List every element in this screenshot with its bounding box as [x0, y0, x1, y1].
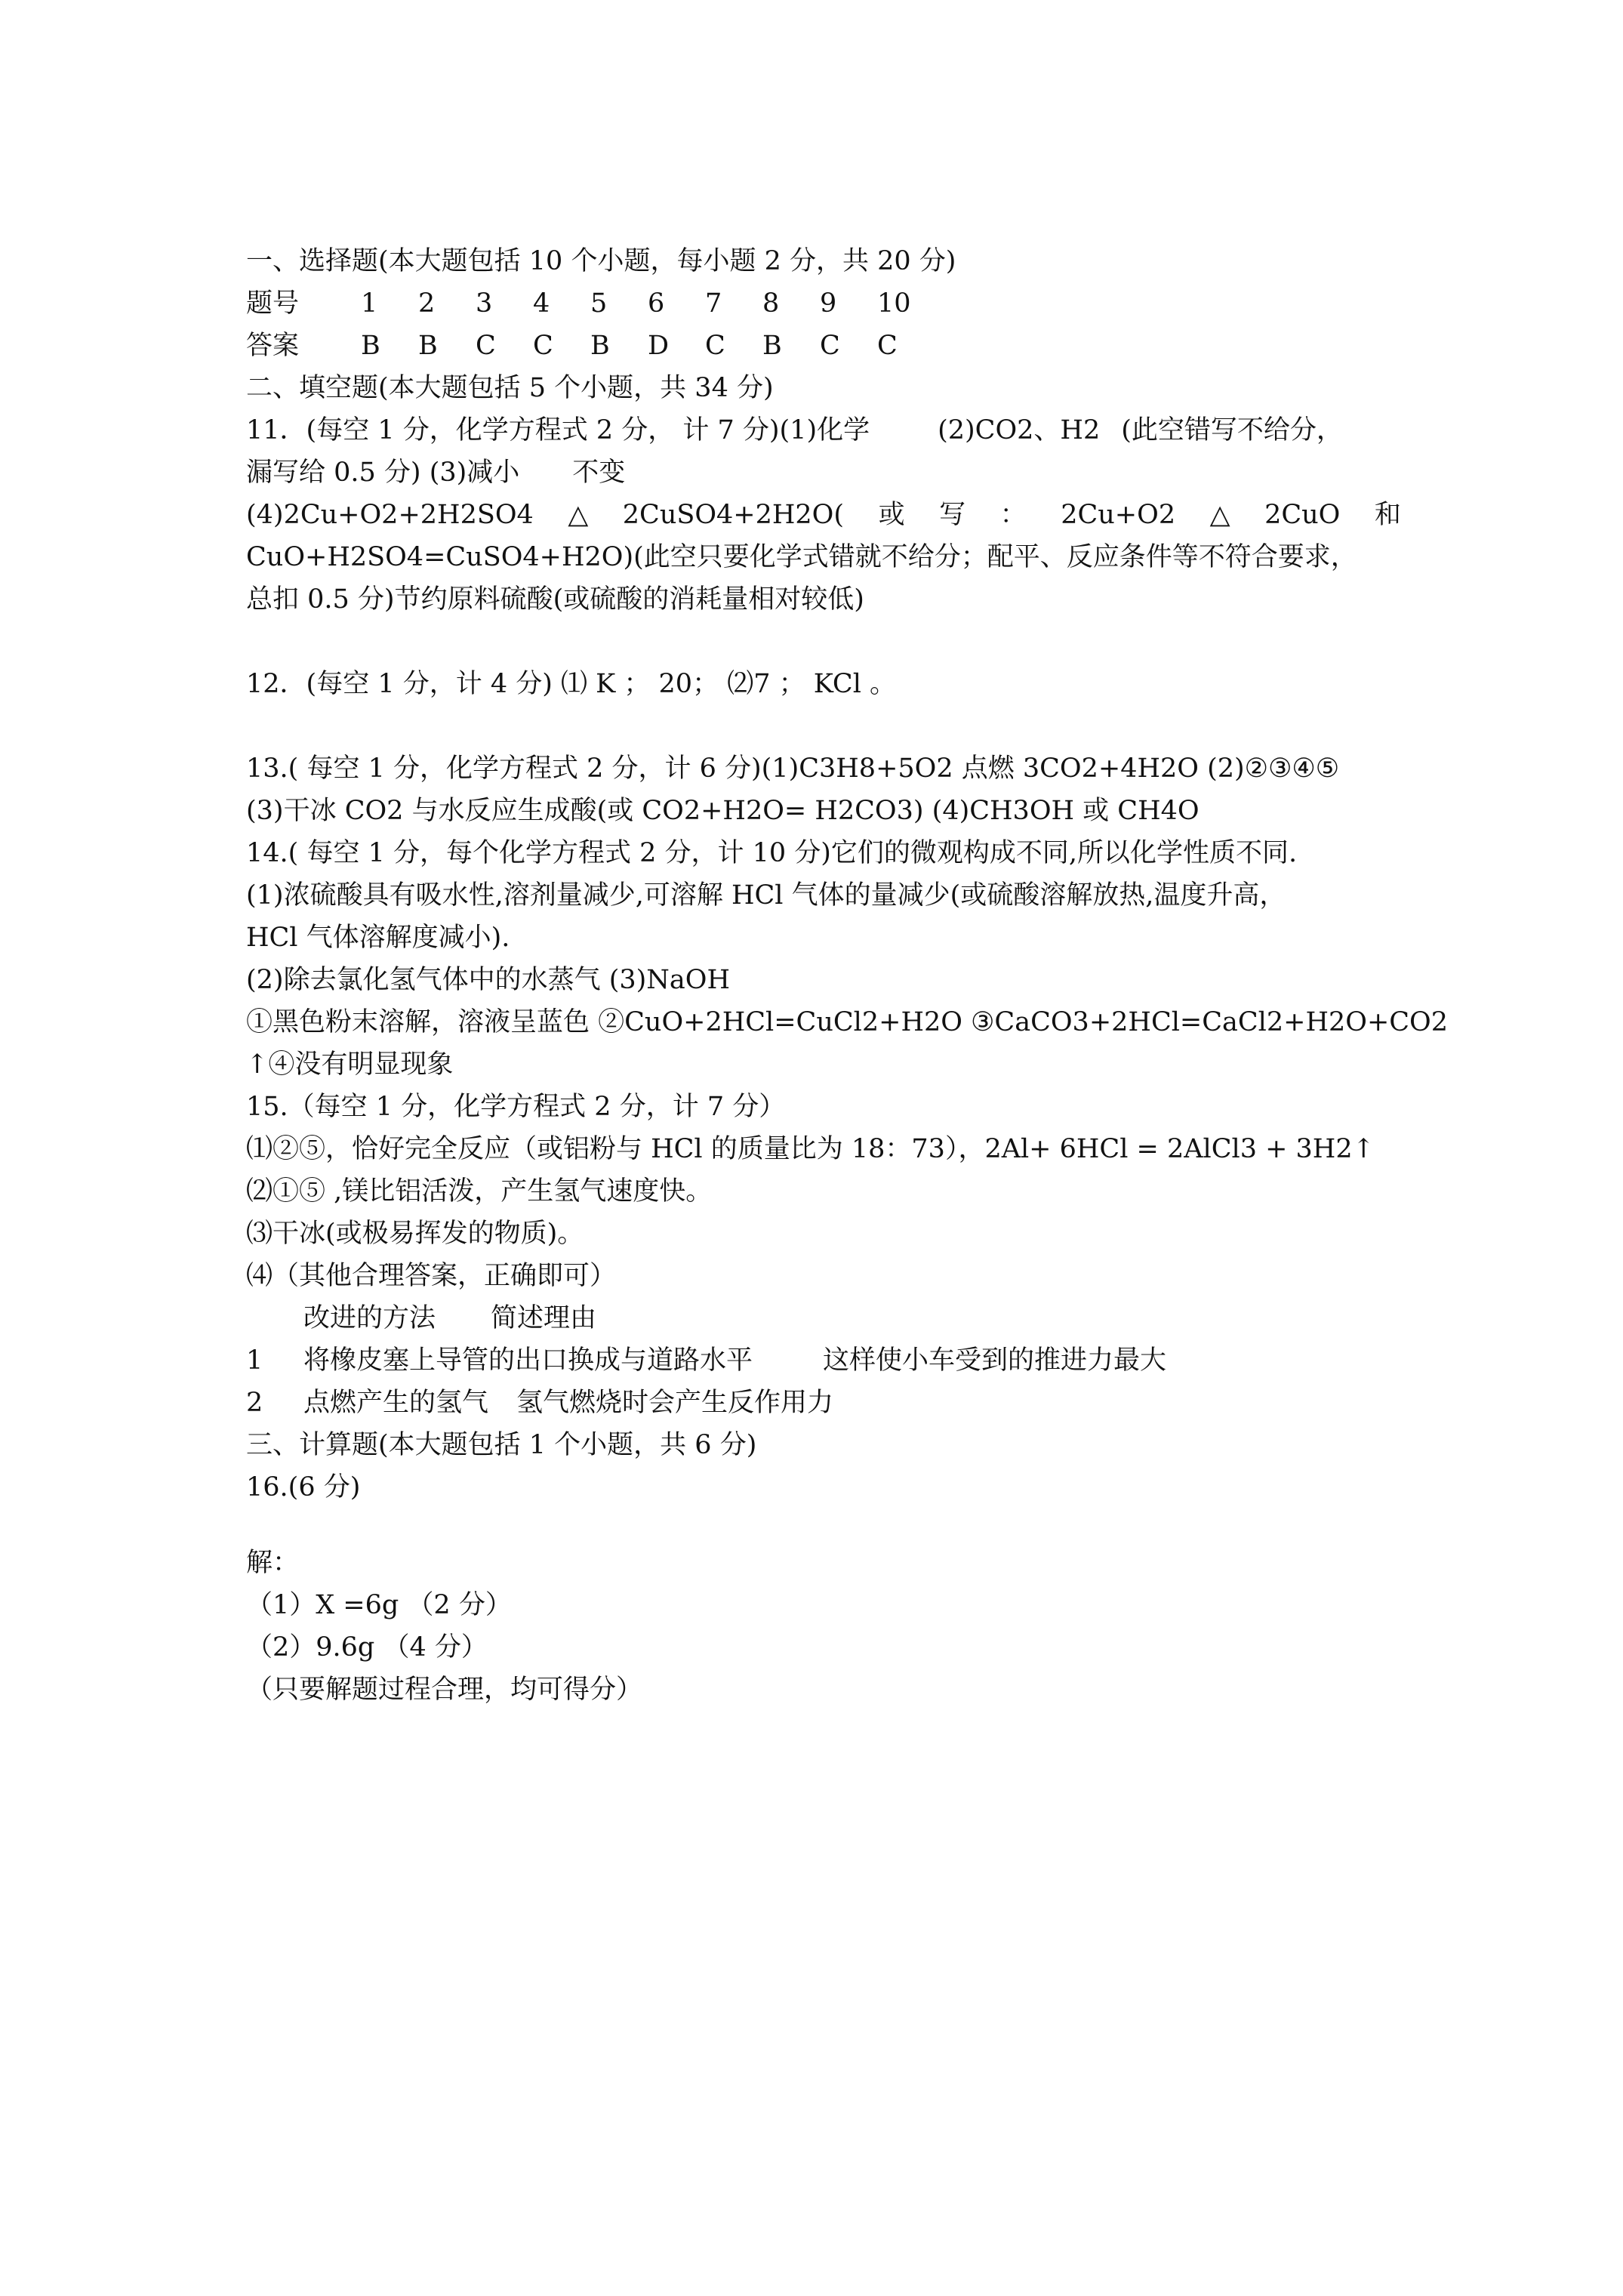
question-number: 9 [820, 288, 837, 319]
section3-heading: 三、计算题(本大题包括 1 个小题，共 6 分) [246, 1430, 757, 1460]
q15-line2: ⑴②⑤，恰好完全反应（或铝粉与 HCl 的质量比为 18：73），2Al+ 6HCl = 2AlCl3 + 3H2↑ [246, 1134, 1375, 1164]
spacer [246, 621, 1401, 663]
q11-line1 [246, 409, 1401, 451]
row-label-answer: 答案 [246, 331, 300, 361]
question-number: 3 [476, 288, 493, 319]
q13-line2: (3)干冰 CO2 与水反应生成酸(或 CO2+H2O= H2CO3) (4)CH3OH 或 CH4O [246, 796, 1200, 826]
answer-row [246, 325, 1401, 367]
heat-triangle-symbol: △ [1209, 500, 1230, 530]
q11-part3-text: 漏写给 0.5 分) (3)减小 [246, 458, 520, 488]
section1-heading: 一、选择题(本大题包括 10 个小题，每小题 2 分，共 20 分) [246, 246, 956, 276]
answer-letter: B [418, 331, 438, 361]
q13-line1: 13.( 每空 1 分，化学方程式 2 分，计 6 分)(1)C3H8+5O2 点燃 3CO2+4H2O (2)②③④⑤ [246, 754, 1340, 784]
question-number-row [246, 282, 1401, 325]
answer-letter: C [705, 331, 725, 361]
question-number: 4 [533, 288, 550, 319]
improvement-reason: 氢气燃烧时会产生反作用力 [516, 1388, 834, 1418]
answer-letter: B [590, 331, 610, 361]
q16-line: 16.(6 分) [246, 1472, 361, 1502]
row-label-question-number: 题号 [246, 288, 300, 319]
answer-letter: C [877, 331, 898, 361]
row-number: 1 [246, 1345, 263, 1376]
question-number: 8 [762, 288, 780, 319]
answer-letter: C [533, 331, 553, 361]
solution-step2: （2）9.6g （4 分） [246, 1632, 488, 1663]
q14-line1: 14.( 每空 1 分，每个化学方程式 2 分，计 10 分)它们的微观构成不同,所以化学性质不同. [246, 838, 1298, 868]
q11-eq-token: 写 [939, 500, 966, 530]
question-number: 5 [590, 288, 608, 319]
answer-letter: B [762, 331, 782, 361]
answer-letter: C [820, 331, 840, 361]
q11-eq-token: 或 [878, 500, 905, 530]
q14-line6: ↑④没有明显现象 [246, 1049, 454, 1080]
q11-note-text: (此空错写不给分， [1121, 415, 1343, 445]
q11-part1-text: 11．(每空 1 分，化学方程式 2 分， 计 7 分)(1)化学 [246, 415, 870, 445]
q11-eq-token: 2CuO [1264, 500, 1341, 530]
improvement-reason-header: 简述理由 [491, 1303, 597, 1333]
improvement-reason: 这样使小车受到的推进力最大 [823, 1345, 1167, 1376]
q15-line5: ⑷（其他合理答案，正确即可） [246, 1261, 617, 1291]
q11-eq-token: 2CuSO4+2H2O( [622, 500, 845, 530]
spacer [246, 1509, 1401, 1542]
section2-heading: 二、填空题(本大题包括 5 个小题，共 34 分) [246, 373, 774, 403]
q11-part3-answer2: 不变 [572, 458, 626, 488]
answer-letter: C [476, 331, 496, 361]
q15-line1: 15.（每空 1 分，化学方程式 2 分，计 7 分） [246, 1092, 786, 1122]
q15-line4: ⑶干冰(或极易挥发的物质)。 [246, 1219, 584, 1249]
q11-equation-line [246, 494, 1401, 536]
grading-note: （只要解题过程合理，均可得分） [246, 1675, 643, 1705]
improvement-table-header [246, 1297, 1401, 1339]
q14-line2: (1)浓硫酸具有吸水性,溶剂量减少,可溶解 HCl 气体的量减少(或硫酸溶解放热,温度升高， [246, 880, 1286, 911]
q11-line4: CuO+H2SO4=CuSO4+H2O)(此空只要化学式错就不给分；配平、反应条件等不符合要求， [246, 542, 1357, 572]
solution-step1: （1）X =6g （2 分） [246, 1590, 512, 1620]
question-number: 7 [705, 288, 722, 319]
improvement-method: 将橡皮塞上导管的出口换成与道路水平 [303, 1345, 753, 1376]
improvement-method-header: 改进的方法 [303, 1303, 436, 1333]
answer-letter: B [361, 331, 380, 361]
question-number: 6 [648, 288, 665, 319]
question-number: 10 [877, 288, 911, 319]
q14-line3: HCl 气体溶解度减小). [246, 923, 510, 953]
q11-line5: 总扣 0.5 分)节约原料硫酸(或硫酸的消耗量相对较低) [246, 584, 864, 615]
q14-line4: (2)除去氯化氢气体中的水蒸气 (3)NaOH [246, 965, 730, 995]
improvement-table-row [246, 1339, 1401, 1382]
row-number: 2 [246, 1388, 263, 1418]
question-number: 1 [361, 288, 378, 319]
improvement-table-row [246, 1382, 1401, 1424]
answer-letter: D [648, 331, 670, 361]
answer-key-document [246, 240, 1449, 1711]
q12-line: 12．(每空 1 分，计 4 分) ⑴ K ； 20； ⑵7 ； KCl 。 [246, 669, 897, 699]
q11-part2-text: (2)CO2、H2 [938, 415, 1101, 445]
q11-eq-token: ： [999, 500, 1027, 530]
q11-line2 [246, 451, 1401, 494]
improvement-method: 点燃产生的氢气 [303, 1388, 489, 1418]
q14-line5: ①黑色粉末溶解，溶液呈蓝色 ②CuO+2HCl=CuCl2+H2O ③CaCO3+2HCl=CaCl2+H2O+CO2 [246, 1007, 1449, 1037]
question-number: 2 [418, 288, 436, 319]
q11-eq-token: 2Cu+O2 [1061, 500, 1176, 530]
spacer [246, 705, 1401, 747]
q11-eq-token: 和 [1374, 500, 1401, 530]
q11-eq-token: (4)2Cu+O2+2H2SO4 [246, 500, 534, 530]
solution-label: 解： [246, 1548, 300, 1578]
q15-line3: ⑵①⑤ ,镁比铝活泼，产生氢气速度快。 [246, 1176, 713, 1207]
heat-triangle-symbol: △ [568, 500, 589, 530]
